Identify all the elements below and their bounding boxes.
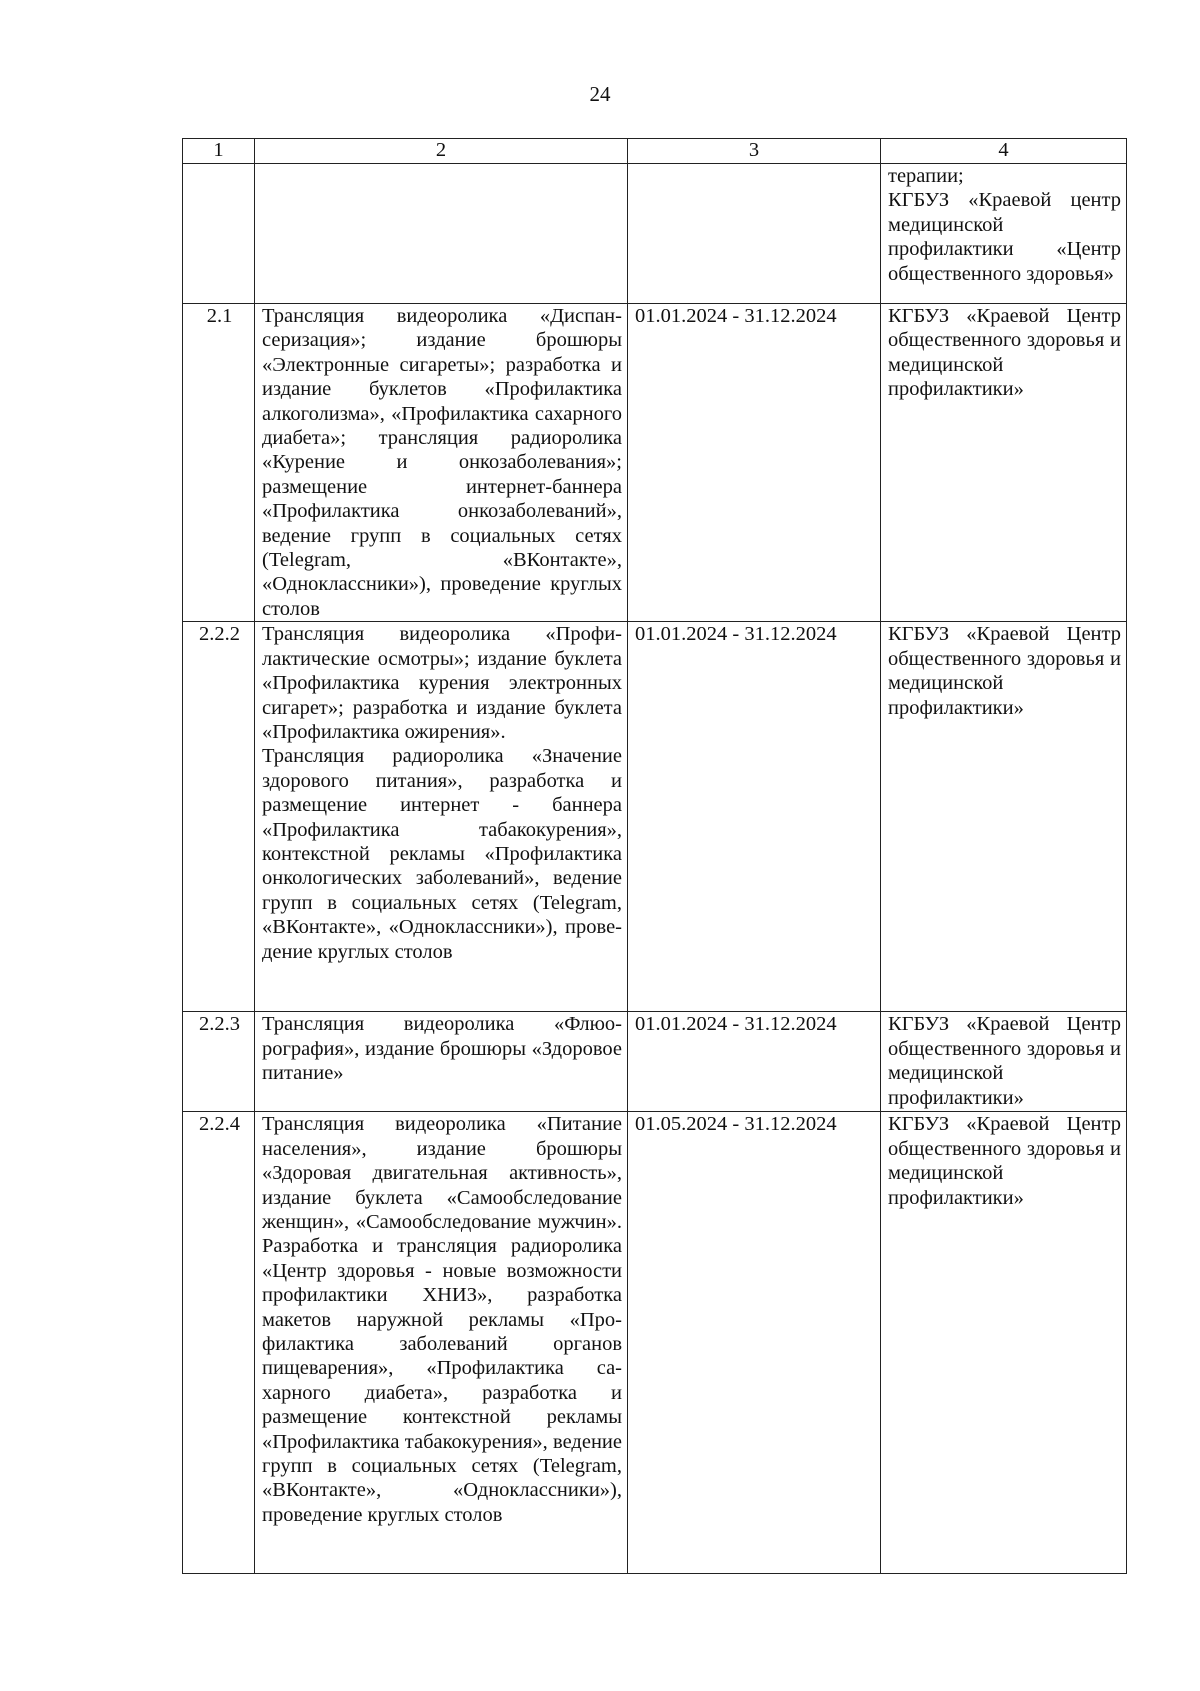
table-body	[183, 164, 1127, 1574]
description-paragraph: Трансляция видеоролика «Питание населения», издание брошюры «Здоровая двигательная активность», издание буклета «Самообследование женщин», «Самообследование мужчин». Разработка и трансляция радиоролика «Центр здоровья - новые возможности профилактики ХНИЗ», разработка макетов наружной рекламы «Профилактика заболеваний органов пищеварения», «Профилактика сахарного диабета», разработка и размещение контекстной рекламы «Профилактика табакокурения», ведение групп в социальных сетях (Telegram, «ВКонтакте», «Одноклассники»), проведение круглых столов	[262, 1113, 622, 1526]
executor-line: КГБУЗ «Краевой Центр общественного здоровья и медицинской профилактики»	[888, 623, 1121, 719]
row-period: 01.01.2024 - 31.12.2024	[628, 304, 881, 622]
header-col-2: 2	[255, 139, 628, 164]
executor-line: КГБУЗ «Краевой центр медицинской профилактики «Центр общественного здоровья»	[888, 189, 1121, 285]
executor-line: КГБУЗ «Краевой Центр общественного здоровья и медицинской профилактики»	[888, 305, 1121, 401]
row-executor	[881, 1012, 1127, 1112]
row-executor	[881, 304, 1127, 622]
description-paragraph: Трансляция видеоролика «Флюорография», издание брошюры «Здоровое питание»	[262, 1013, 622, 1085]
row-period: 01.05.2024 - 31.12.2024	[628, 1112, 881, 1574]
row-number: 2.2.4	[183, 1112, 255, 1574]
header-col-1: 1	[183, 139, 255, 164]
row-number: 2.1	[183, 304, 255, 622]
table-header	[183, 139, 1127, 164]
row-number: 2.2.3	[183, 1012, 255, 1112]
row-executor	[881, 622, 1127, 1012]
row-description	[255, 164, 628, 304]
row-description	[255, 304, 628, 622]
row-description	[255, 1012, 628, 1112]
table-row	[183, 1112, 1127, 1574]
description-paragraph: Трансляция радиоролика «Значение здорового питания», разработка и размещение интернет - баннера «Профилактика табакокурения», контекстной рекламы «Профилактика онкологических заболеваний», ведение групп в социальных сетях (Telegram, «ВКонтакте», «Одноклассники»), проведение круглых столов	[262, 745, 622, 963]
row-period	[628, 164, 881, 304]
header-col-3: 3	[628, 139, 881, 164]
executor-line: терапии;	[888, 165, 964, 187]
table-row	[183, 304, 1127, 622]
row-period: 01.01.2024 - 31.12.2024	[628, 1012, 881, 1112]
header-col-4: 4	[881, 139, 1127, 164]
events-table	[182, 138, 1127, 1574]
description-paragraph: Трансляция видеоролика «Профилактические осмотры»; издание буклета «Профилактика курения электронных сигарет»; разработка и издание буклета «Профилактика ожирения».	[262, 623, 622, 743]
row-executor	[881, 164, 1127, 304]
header-row	[183, 139, 1127, 164]
row-number	[183, 164, 255, 304]
table-row	[183, 1012, 1127, 1112]
row-executor	[881, 1112, 1127, 1574]
row-description	[255, 1112, 628, 1574]
table-row	[183, 622, 1127, 1012]
table-row	[183, 164, 1127, 304]
row-period: 01.01.2024 - 31.12.2024	[628, 622, 881, 1012]
executor-line: КГБУЗ «Краевой Центр общественного здоровья и медицинской профилактики»	[888, 1013, 1121, 1109]
row-number: 2.2.2	[183, 622, 255, 1012]
page-number: 24	[589, 82, 611, 106]
description-paragraph: Трансляция видеоролика «Диспансеризация»; издание брошюры «Электронные сигареты»; разработка и издание буклетов «Профилактика алкоголизма», «Профилактика сахарного диабета»; трансляция радиоролика «Курение и онкозаболевания»; размещение интернет-баннера «Профилактика онкозаболеваний», ведение групп в социальных сетях (Telegram, «ВКонтакте», «Одноклассники»), проведение круглых столов	[262, 305, 622, 620]
executor-line: КГБУЗ «Краевой Центр общественного здоровья и медицинской профилактики»	[888, 1113, 1121, 1209]
row-description	[255, 622, 628, 1012]
